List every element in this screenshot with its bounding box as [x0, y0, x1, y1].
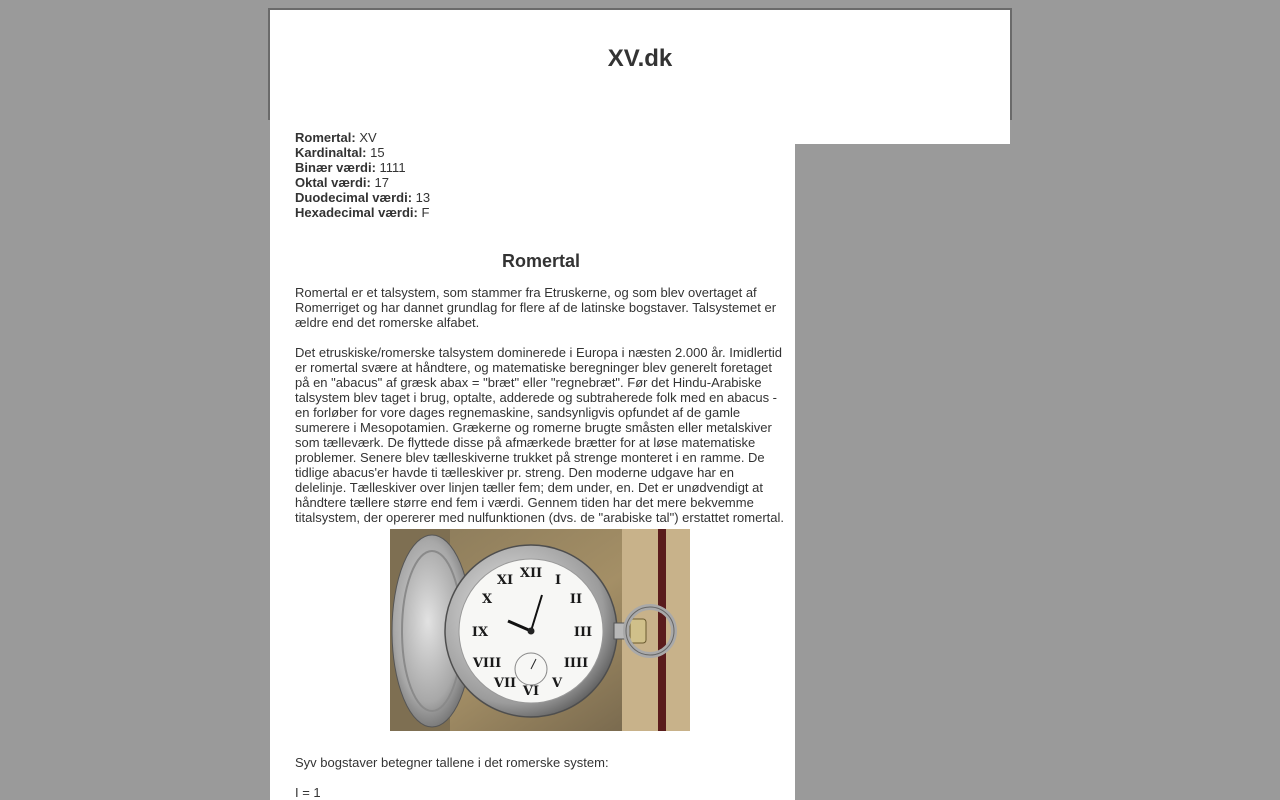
svg-text:I: I	[554, 573, 562, 588]
info-value: XV	[359, 130, 377, 145]
article-paragraph: Det etruskiske/romerske talsystem dominerede i Europa i næsten 2.000 år. Imidlertid er romertal svære at håndtere, og matematiske beregninger blev generelt foretaget på en "abacus" af græsk abax = "bræt" eller "regnebræt". Før det Hindu-Arabiske talsystem blev taget i brug, optalte, adderede og subtraherede folk med en abacus - en forløber for vore dages regnemaskine, sandsynligvis opfundet af de gamle sumerere i Mesopotamien. Grækerne og romerne brugte småsten eller metalskiver som tælleværk. De flyttede disse på afmærkede brætter for at løse matematiske problemer. Senere blev tælleskiverne trukket på strenge monteret i en ramme. De tidlige abacus'er havde ti tælleskiver pr. streng. Den moderne udgave har en delelinje. Tælleskiver over linjen tæller fem; dem under, en. Det er unødvendigt at håndtere tællere større end fem i værdi. Gennem tiden har det mere bekvemme titalsystem, der opererer med nulfunktionen (dvs. de "arabiske tal") erstattet romertal.	[295, 345, 784, 525]
info-label: Oktal værdi:	[295, 175, 371, 190]
info-oktal	[295, 175, 787, 190]
info-value: 1111	[379, 160, 406, 175]
site-header	[268, 8, 1012, 120]
info-value: 17	[374, 175, 389, 190]
info-hexadecimal	[295, 205, 787, 220]
number-info	[295, 130, 787, 220]
info-label: Hexadecimal værdi:	[295, 205, 418, 220]
svg-text:VI: VI	[522, 684, 540, 699]
svg-text:II: II	[569, 592, 583, 607]
svg-text:X: X	[481, 592, 493, 607]
info-value: 15	[370, 145, 385, 160]
info-value: F	[421, 205, 430, 220]
info-duodecimal	[295, 190, 787, 205]
info-value: 13	[415, 190, 431, 205]
info-label: Binær værdi:	[295, 160, 376, 175]
svg-text:III: III	[573, 625, 593, 640]
svg-text:IIII: IIII	[563, 656, 589, 671]
pocket-watch-photo	[390, 529, 690, 731]
info-label: Kardinaltal:	[295, 145, 367, 160]
info-kardinaltal	[295, 145, 787, 160]
letter-value: I = 1	[295, 785, 321, 800]
article-paragraph: Romertal er et talsystem, som stammer fra Etruskerne, og som blev overtaget af Romerriget og har dannet grundlag for flere af de latinske bogstaver. Talsystemet er ældre end det romerske alfabet.	[295, 285, 777, 330]
svg-text:V: V	[551, 676, 563, 691]
info-binaer	[295, 160, 787, 175]
info-label: Romertal:	[295, 130, 356, 145]
svg-text:VIII: VIII	[472, 656, 502, 671]
svg-text:IX: IX	[471, 625, 489, 640]
info-romertal	[295, 130, 787, 145]
section-heading: Romertal	[501, 251, 581, 271]
svg-text:XII: XII	[519, 566, 543, 581]
letters-intro: Syv bogstaver betegner tallene i det romerske system:	[295, 755, 609, 770]
svg-text:VII: VII	[493, 676, 517, 691]
site-title: XV.dk	[607, 45, 673, 72]
svg-text:XI: XI	[496, 573, 514, 588]
content-inner	[295, 130, 787, 800]
main-content	[270, 118, 795, 800]
info-label: Duodecimal værdi:	[295, 190, 413, 205]
